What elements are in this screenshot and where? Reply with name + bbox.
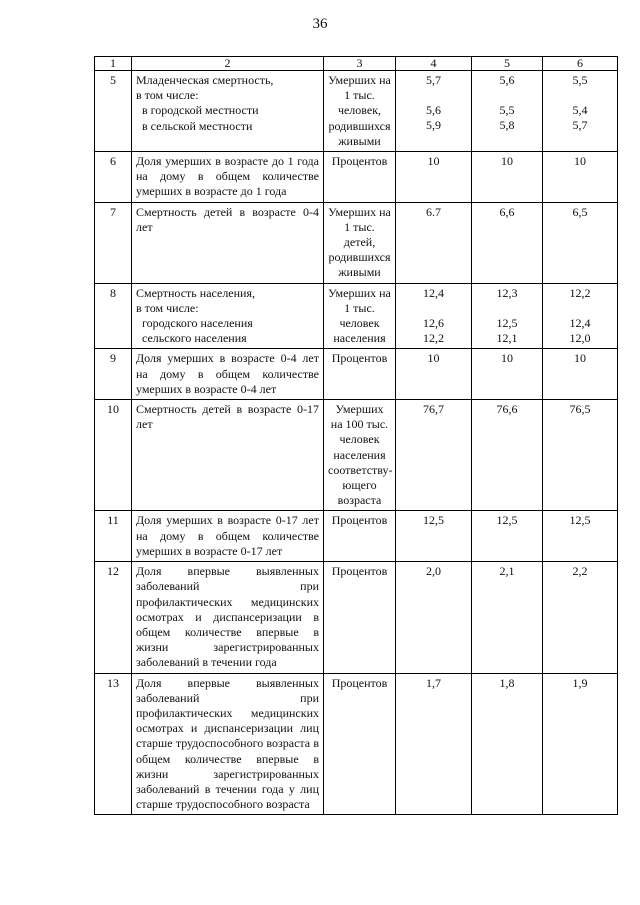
v4-line: 5,7 [426, 73, 441, 87]
v6-line: 2,2 [572, 564, 588, 579]
unit-line: родившихся [328, 250, 391, 265]
v6-line: 5,5 [572, 73, 588, 87]
v6-line [547, 88, 613, 103]
unit-line: человек, [337, 103, 382, 118]
v5-line [476, 301, 538, 316]
row-number: 5 [95, 71, 132, 152]
unit-line: Процентов [331, 154, 388, 169]
v5-line: 6,6 [499, 204, 515, 219]
name-line: Доля умерших в возрасте 0-17 лет на дому в общем количестве умерших в возрасте 0-17 лет [136, 513, 319, 558]
row-number: 9 [95, 349, 132, 400]
unit-line: возраста [337, 493, 382, 508]
column-header: 6 [543, 57, 618, 71]
value-cell [472, 202, 543, 283]
unit-line: родившихся [328, 118, 391, 133]
table-row [95, 202, 618, 283]
v5-line: 5,8 [499, 118, 515, 133]
v5-line: 12,5 [496, 315, 518, 330]
value-cell [396, 562, 472, 673]
unit-line: Процентов [331, 564, 388, 579]
v4-line: 12,4 [423, 285, 444, 300]
unit-cell [324, 202, 396, 283]
unit-line: живыми [338, 265, 381, 280]
v4-line: 2,0 [426, 564, 441, 579]
v6-line: 1,9 [572, 675, 588, 690]
unit-line: человек [339, 316, 380, 331]
name-line: Смертность населения, [136, 285, 255, 300]
value-cell [396, 349, 472, 400]
unit-cell [324, 673, 396, 815]
indicator-name [132, 152, 324, 203]
unit-cell [324, 511, 396, 562]
indicator-name [132, 562, 324, 673]
name-line: сельского населения [142, 331, 247, 346]
v5-line: 76,6 [496, 402, 518, 417]
name-line: Смертность детей в возрасте 0-17 лет [136, 402, 319, 432]
unit-cell [324, 562, 396, 673]
v6-line: 10 [574, 351, 586, 366]
value-cell [472, 71, 543, 152]
unit-line: населения [333, 447, 386, 462]
value-cell [543, 562, 618, 673]
value-cell [396, 202, 472, 283]
row-number: 13 [95, 673, 132, 815]
row-number: 8 [95, 283, 132, 349]
value-cell [543, 400, 618, 511]
v6-line: 12,0 [569, 331, 591, 346]
v6-line: 76,5 [569, 402, 591, 417]
v4-line: 6.7 [426, 204, 441, 219]
v6-line: 12,5 [569, 513, 591, 528]
name-line: в том числе: [136, 88, 199, 103]
v5-line: 5,5 [499, 103, 515, 118]
v6-line: 12,4 [569, 315, 591, 330]
value-cell [472, 511, 543, 562]
value-cell [472, 349, 543, 400]
v4-line [400, 88, 467, 103]
unit-line: Умерших на [328, 285, 391, 300]
v4-line: 12,6 [423, 315, 444, 330]
value-cell [543, 152, 618, 203]
name-line: Доля впервые выявленных заболеваний при профилактических медицинских осмотрах и диспансеризации лиц старше трудоспособного возраста в общем количестве впервые в жизни зарегистрированных заболеваний в течении года у лиц старше трудоспособного возраста [136, 675, 319, 812]
row-number: 6 [95, 152, 132, 203]
value-cell [396, 400, 472, 511]
unit-line: Умерших на [328, 73, 391, 87]
v5-line: 1,8 [499, 675, 515, 690]
table-row [95, 349, 618, 400]
unit-line: живыми [338, 133, 381, 148]
indicator-name [132, 71, 324, 152]
value-cell [472, 562, 543, 673]
row-number: 12 [95, 562, 132, 673]
value-cell [543, 202, 618, 283]
unit-line: населения [333, 331, 386, 346]
unit-line: 1 тыс. детей, [343, 219, 376, 250]
v5-line: 5,6 [499, 73, 515, 87]
name-line: Доля умерших в возрасте до 1 года на дому в общем количестве умерших в возрасте до 1 года [136, 154, 319, 199]
unit-line: на 100 тыс. [330, 417, 389, 432]
v4-line: 12,5 [423, 513, 444, 528]
v6-line: 10 [574, 154, 586, 169]
v4-line: 5,9 [426, 118, 441, 133]
table-header-row [95, 57, 618, 71]
column-header: 4 [396, 57, 472, 71]
value-cell [472, 673, 543, 815]
v6-line: 12,2 [569, 285, 591, 300]
table-row [95, 511, 618, 562]
unit-cell [324, 349, 396, 400]
value-cell [543, 511, 618, 562]
indicator-name [132, 511, 324, 562]
row-number: 11 [95, 511, 132, 562]
v4-line: 5,6 [426, 103, 441, 118]
v4-line: 12,2 [423, 331, 444, 346]
name-line: городского населения [142, 316, 253, 331]
value-cell [543, 71, 618, 152]
value-cell [396, 283, 472, 349]
v4-line: 76,7 [423, 402, 444, 417]
v5-line: 2,1 [499, 564, 515, 579]
page-number: 36 [312, 16, 328, 32]
value-cell [472, 400, 543, 511]
column-header: 1 [95, 57, 132, 71]
unit-line: Умерших [335, 402, 384, 417]
v4-line: 10 [427, 154, 440, 169]
value-cell [543, 349, 618, 400]
v6-line [547, 301, 613, 316]
value-cell [396, 511, 472, 562]
table-row [95, 562, 618, 673]
name-line: Смертность детей в возрасте 0-4 лет [136, 204, 319, 234]
unit-line: 1 тыс. [344, 88, 375, 103]
unit-line: человек [339, 432, 380, 447]
row-number: 7 [95, 202, 132, 283]
name-line: в сельской местности [142, 118, 253, 133]
unit-line: 1 тыс. [344, 300, 375, 315]
value-cell [396, 673, 472, 815]
indicators-table [94, 56, 618, 815]
value-cell [396, 71, 472, 152]
name-line: Доля впервые выявленных заболеваний при профилактических медицинских осмотрах и диспансеризации в общем количестве впервые в жизни зарегистрированных заболеваний в течении года [136, 564, 319, 670]
value-cell [543, 283, 618, 349]
table-row [95, 400, 618, 511]
name-line: в городской местности [142, 103, 259, 118]
name-line: Младенческая смертность, [136, 73, 274, 87]
v5-line: 10 [501, 154, 513, 169]
unit-line: ющего [342, 478, 377, 493]
indicator-name [132, 400, 324, 511]
unit-cell [324, 400, 396, 511]
v6-line: 5,4 [572, 103, 588, 118]
v5-line: 12,5 [496, 513, 518, 528]
name-line: Доля умерших в возрасте 0-4 лет на дому в общем количестве умерших в возрасте 0-4 лет [136, 351, 319, 396]
v5-line: 12,3 [496, 285, 518, 300]
v4-line: 10 [427, 351, 440, 366]
unit-line: Умерших на [328, 204, 391, 219]
indicator-name [132, 349, 324, 400]
value-cell [472, 152, 543, 203]
v4-line: 1,7 [426, 675, 441, 690]
unit-cell [324, 71, 396, 152]
unit-line: Процентов [331, 351, 388, 366]
table-row [95, 152, 618, 203]
v5-line: 12,1 [496, 331, 518, 346]
value-cell [396, 152, 472, 203]
table-row [95, 71, 618, 152]
row-number: 10 [95, 400, 132, 511]
unit-cell [324, 152, 396, 203]
table-row [95, 283, 618, 349]
v4-line [400, 301, 467, 316]
indicator-name [132, 673, 324, 815]
value-cell [472, 283, 543, 349]
unit-cell [324, 283, 396, 349]
indicator-name [132, 283, 324, 349]
unit-line: Процентов [331, 513, 388, 528]
column-header: 2 [132, 57, 324, 71]
v5-line: 10 [501, 351, 513, 366]
indicator-name [132, 202, 324, 283]
column-header: 5 [472, 57, 543, 71]
unit-line: соответству- [328, 462, 393, 477]
column-header: 3 [324, 57, 396, 71]
v5-line [476, 88, 538, 103]
value-cell [543, 673, 618, 815]
v6-line: 6,5 [572, 204, 588, 219]
v6-line: 5,7 [572, 118, 588, 133]
table-row [95, 673, 618, 815]
name-line: в том числе: [136, 300, 199, 315]
unit-line: Процентов [331, 675, 388, 690]
